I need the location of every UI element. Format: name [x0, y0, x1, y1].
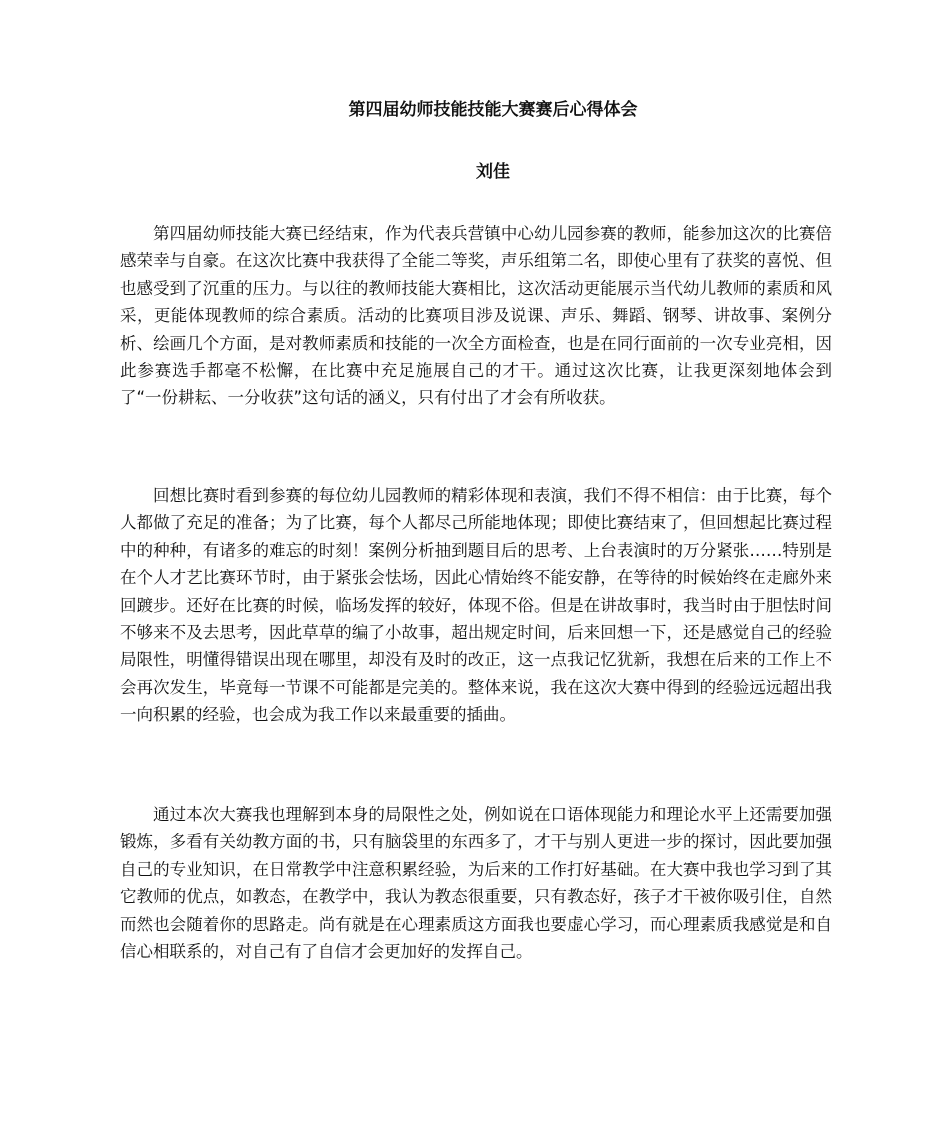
body-paragraph-1: 第四届幼师技能大赛已经结束，作为代表兵营镇中心幼儿园参赛的教师，能参加这次的比赛倍感荣幸与自豪。在这次比赛中我获得了全能二等奖，声乐组第二名，即使心里有了获奖的喜悦、但也感受到了沉重的压力。与以往的教师技能大赛相比，这次活动更能展示当代幼儿教师的素质和风采，更能体现教师的综合素质。活动的比赛项目涉及说课、声乐、舞蹈、钢琴、讲故事、案例分析、绘画几个方面，是对教师素质和技能的一次全方面检查，也是在同行面前的一次专业亮相，因此参赛选手都毫不松懈，在比赛中充足施展自己的才干。通过这次比赛，让我更深刻地体会到了“一份耕耘、一分收获”这句话的涵义，只有付出了才会有所收获。	[120, 224, 832, 408]
document-author: 刘佳	[476, 162, 510, 182]
document-title: 第四届幼师技能技能大赛赛后心得体会	[348, 100, 638, 120]
body-paragraph-2: 回想比赛时看到参赛的每位幼儿园教师的精彩体现和表演，我们不得不相信：由于比赛，每个人都做了充足的准备；为了比赛，每个人都尽己所能地体现；即使比赛结束了，但回想起比赛过程中的种种，有诸多的难忘的时刻！案例分析抽到题目后的思考、上台表演时的万分紧张……特别是在个人才艺比赛环节时，由于紧张会怯场，因此心情始终不能安静，在等待的时候始终在走廊外来回踱步。还好在比赛的时候，临场发挥的较好，体现不俗。但是在讲故事时，我当时由于胆怯时间不够来不及去思考，因此草草的编了小故事，超出规定时间，后来回想一下，还是感觉自己的经验局限性，明懂得错误出现在哪里，却没有及时的改正，这一点我记忆犹新，我想在后来的工作上不会再次发生，毕竟每一节课不可能都是完美的。整体来说，我在这次大赛中得到的经验远远超出我一向积累的经验，也会成为我工作以来最重要的插曲。	[120, 486, 832, 725]
body-paragraph-3: 通过本次大赛我也理解到本身的局限性之处，例如说在口语体现能力和理论水平上还需要加强锻炼，多看有关幼教方面的书，只有脑袋里的东西多了，才干与别人更进一步的探讨，因此要加强自己的专业知识，在日常教学中注意积累经验，为后来的工作打好基础。在大赛中我也学习到了其它教师的优点，如教态，在教学中，我认为教态很重要，只有教态好，孩子才干被你吸引住，自然而然也会随着你的思路走。尚有就是在心理素质这方面我也要虚心学习，而心理素质我感觉是和自信心相联系的，对自己有了自信才会更加好的发挥自己。	[120, 805, 832, 962]
